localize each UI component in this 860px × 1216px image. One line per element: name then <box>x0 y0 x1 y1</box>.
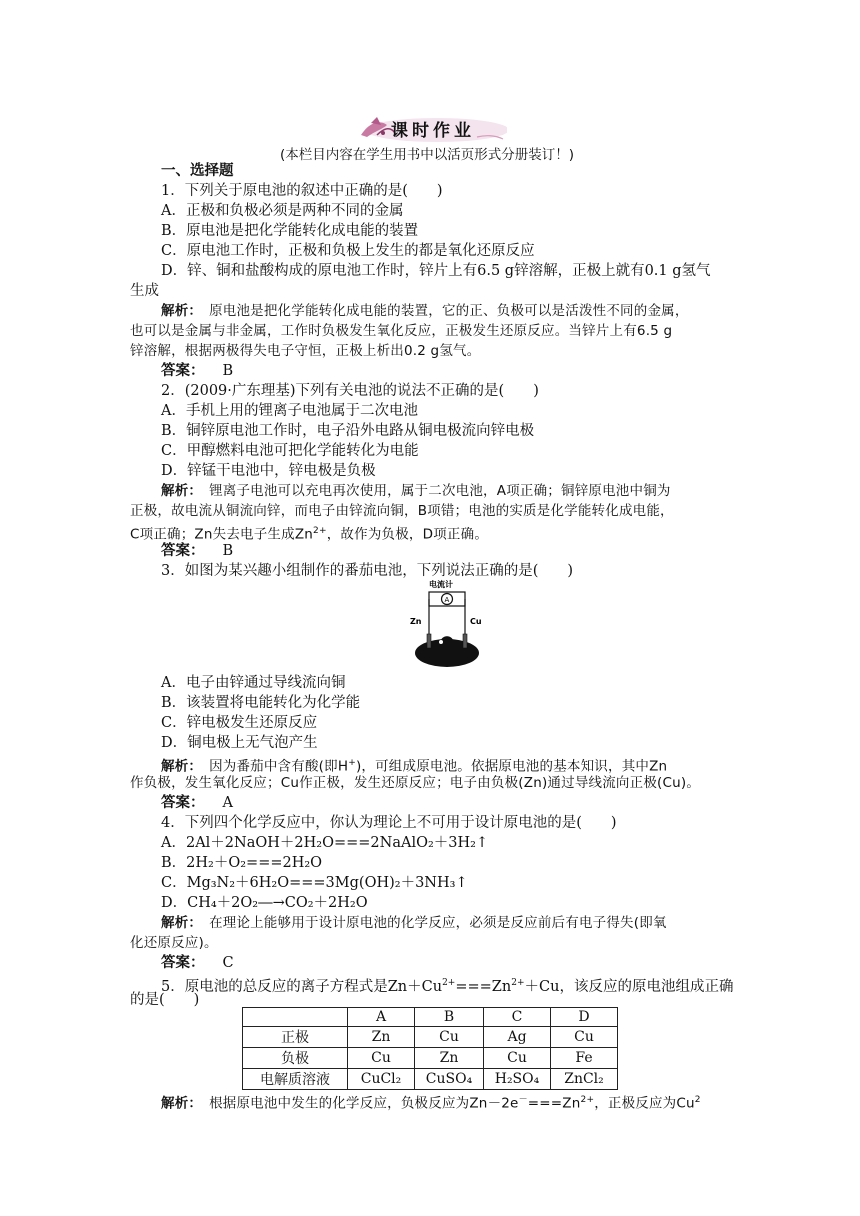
q3-option-a: A．电子由锌通过导线流向铜 <box>161 675 346 691</box>
table-cell: Cu <box>551 1027 618 1048</box>
answer-value: A <box>222 795 233 811</box>
superscript: 2 <box>694 1095 701 1105</box>
q2-explanation-line2: 正极，故电流从铜流向锌，而电子由锌流向铜，B项错；电池的实质是化学能转化成电能， <box>130 503 674 519</box>
answer-label: 答案： <box>161 362 205 379</box>
q1-option-d-cont: 生成 <box>130 283 159 299</box>
table-cell: 电解质溶液 <box>243 1069 348 1090</box>
q5-explanation-line1 <box>161 1090 701 1114</box>
table-row <box>243 1027 618 1048</box>
q4-answer <box>161 953 234 973</box>
table-cell: C <box>484 1008 551 1027</box>
q1-option-b: B．原电池是把化学能转化成电能的装置 <box>161 223 419 239</box>
q2-explanation-line1 <box>161 481 671 501</box>
cu-electrode-label: Cu <box>470 617 482 626</box>
explanation-text: ===Zn <box>527 1095 581 1112</box>
q2-stem: 2．(2009·广东理基)下列有关电池的说法不正确的是( ) <box>161 383 539 399</box>
table-cell: Ag <box>484 1027 551 1048</box>
table-cell: 正极 <box>243 1027 348 1048</box>
table-cell: Cu <box>415 1027 484 1048</box>
table-cell: B <box>415 1008 484 1027</box>
stem-text: 5．原电池的总反应的离子方程式是Zn＋Cu <box>161 978 443 995</box>
q1-explanation-line3: 锌溶解，根据两极得失电子守恒，正极上析出0.2 g氢气。 <box>130 343 481 359</box>
q3-option-b: B．该装置将电能转化为化学能 <box>161 695 361 711</box>
q3-option-c: C．锌电极发生还原反应 <box>161 715 318 731</box>
table-cell <box>243 1008 348 1027</box>
title-banner <box>357 113 507 143</box>
q1-explanation-line2: 也可以是金属与非金属，工作时负极发生氧化反应，正极发生还原反应。当锌片上有6.5 g <box>130 323 673 339</box>
answer-label: 答案： <box>161 954 205 971</box>
explanation-text: )，可组成原电池。依据原电池的基本知识，其中Zn <box>355 758 668 775</box>
explanation-text: C项正确；Zn失去电子生成Zn <box>130 526 314 543</box>
explanation-text: 在理论上能够用于设计原电池的化学反应，必须是反应前后有电子得失(即氧 <box>209 915 667 931</box>
tomato-shape <box>415 639 479 667</box>
superscript: 2+ <box>442 978 456 988</box>
table-cell: CuSO₄ <box>415 1069 484 1090</box>
table-row <box>243 1069 618 1090</box>
q2-option-b: B．铜锌原电池工作时，电子沿外电路从铜电极流向锌电极 <box>161 423 535 439</box>
table-cell: Cu <box>484 1048 551 1069</box>
table-cell: D <box>551 1008 618 1027</box>
q4-option-d: D．CH₄＋2O₂―→CO₂＋2H₂O <box>161 895 368 911</box>
explanation-text: 根据原电池中发生的化学反应，负极反应为Zn－2e <box>209 1095 519 1112</box>
table-cell: H₂SO₄ <box>484 1069 551 1090</box>
q4-option-c: C．Mg₃N₂＋6H₂O===3Mg(OH)₂＋3NH₃↑ <box>161 875 468 891</box>
tomato-battery-figure <box>405 578 487 670</box>
q3-option-d: D．铜电极上无气泡产生 <box>161 735 318 751</box>
q2-answer <box>161 541 233 561</box>
explanation-label: 解析： <box>161 915 196 931</box>
stem-text: ===Zn <box>455 978 512 995</box>
table-cell: A <box>348 1008 415 1027</box>
table-row <box>243 1048 618 1069</box>
superscript: － <box>518 1095 528 1105</box>
explanation-label: 解析： <box>161 1095 196 1112</box>
tomato-battery-diagram <box>405 578 487 670</box>
table-cell: Fe <box>551 1048 618 1069</box>
q1-explanation-line1 <box>161 301 689 321</box>
answer-label: 答案： <box>161 794 205 811</box>
answer-label: 答案： <box>161 542 205 559</box>
q2-option-d: D．锌锰干电池中，锌电极是负极 <box>161 463 376 479</box>
q3-explanation-line2: 作负极，发生氧化反应；Cu作正极，发生还原反应；电子由负极(Zn)通过导线流向正极(Cu)。 <box>130 775 701 791</box>
q1-option-a: A．正极和负极必须是两种不同的金属 <box>161 203 404 219</box>
q1-stem: 1．下列关于原电池的叙述中正确的是( ) <box>161 183 443 199</box>
table-cell: ZnCl₂ <box>551 1069 618 1090</box>
superscript: 2+ <box>313 526 327 536</box>
explanation-text: 锂离子电池可以充电再次使用，属于二次电池，A项正确；铜锌原电池中铜为 <box>209 483 671 499</box>
q5-stem-line2: 的是( ) <box>130 992 200 1008</box>
table-cell: CuCl₂ <box>348 1069 415 1090</box>
superscript: 2+ <box>580 1095 595 1105</box>
q4-explanation-line1 <box>161 913 667 933</box>
q4-stem: 4．下列四个化学反应中，你认为理论上不可用于设计原电池的是( ) <box>161 815 617 831</box>
table-cell: 负极 <box>243 1048 348 1069</box>
q2-option-a: A．手机上用的锂离子电池属于二次电池 <box>161 403 418 419</box>
explanation-text: 因为番茄中含有酸(即H <box>209 758 349 775</box>
table-cell: Zn <box>348 1027 415 1048</box>
page-title: 课时作业 <box>391 121 475 141</box>
q4-option-a: A．2Al＋2NaOH＋2H₂O===2NaAlO₂＋3H₂↑ <box>161 835 489 851</box>
explanation-text: ，故作为负极，D项正确。 <box>326 526 489 543</box>
explanation-text: 原电池是把化学能转化成电能的装置，它的正、负极可以是活泼性不同的金属， <box>209 303 689 319</box>
stem-text: ＋Cu，该反应的原电池组成正确 <box>524 978 734 995</box>
table-cell: Zn <box>415 1048 484 1069</box>
q1-option-c: C．原电池工作时，正极和负极上发生的都是氧化还原反应 <box>161 243 535 259</box>
explanation-text: ，正极反应为Cu <box>594 1095 695 1112</box>
table-header-row <box>243 1008 618 1027</box>
answer-value: B <box>222 363 234 379</box>
explanation-label: 解析： <box>161 303 196 319</box>
answer-value: C <box>222 955 234 971</box>
q5-options-table <box>242 1007 618 1090</box>
q2-option-c: C．甲醇燃料电池可把化学能转化为电能 <box>161 443 419 459</box>
explanation-label: 解析： <box>161 758 196 775</box>
superscript: + <box>348 758 356 768</box>
explanation-label: 解析： <box>161 483 196 499</box>
q4-explanation-line2: 化还原反应)。 <box>130 935 218 951</box>
answer-value: B <box>222 543 234 559</box>
superscript: 2+ <box>511 978 525 988</box>
q4-option-b: B．2H₂＋O₂===2H₂O <box>161 855 323 871</box>
q3-answer <box>161 793 233 813</box>
page-subtitle: (本栏目内容在学生用书中以活页形式分册装订！) <box>280 147 575 163</box>
meter-label: 电流计 <box>429 580 453 589</box>
section-heading: 一、选择题 <box>161 162 234 179</box>
zn-electrode-label: Zn <box>410 617 422 626</box>
q1-option-d: D．锌、铜和盐酸构成的原电池工作时，锌片上有6.5 g锌溶解，正极上就有0.1 g氢气 <box>161 263 711 279</box>
q5-stem-line1 <box>161 973 733 997</box>
q1-answer <box>161 361 233 381</box>
ammeter-label: A <box>444 596 450 604</box>
table-cell: Cu <box>348 1048 415 1069</box>
q3-stem: 3．如图为某兴趣小组制作的番茄电池，下列说法正确的是( ) <box>161 563 574 579</box>
